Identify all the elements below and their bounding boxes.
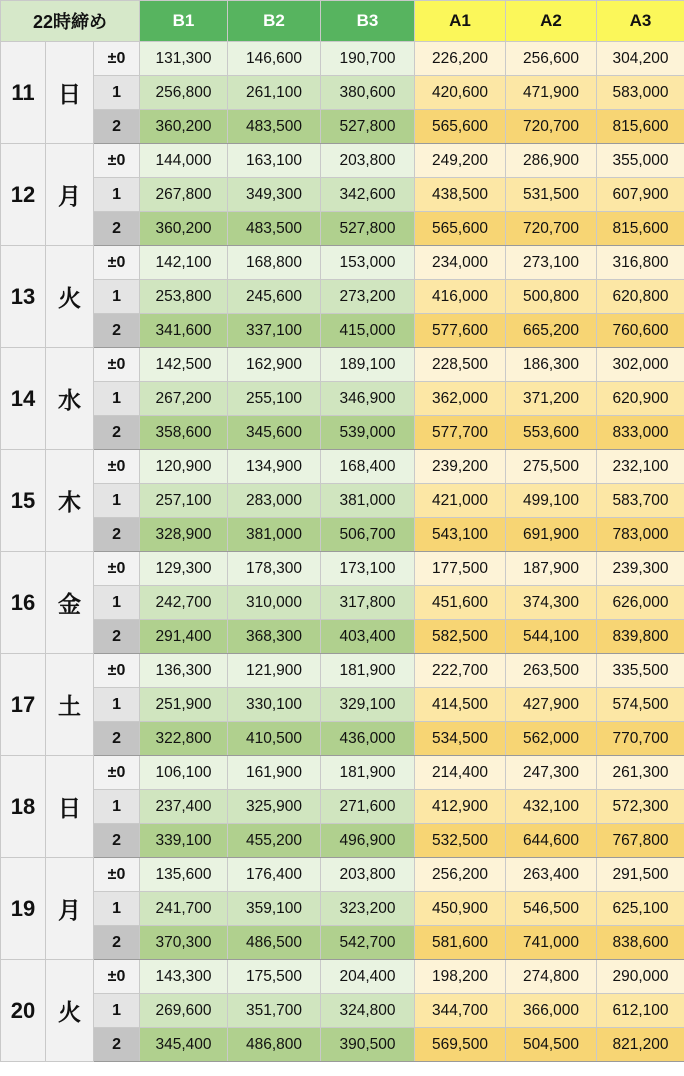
value-cell-b2: 163,100 [228,144,321,178]
value-cell-b1: 251,900 [140,688,228,722]
value-cell-a1: 249,200 [415,144,506,178]
value-cell-b3: 527,800 [321,110,415,144]
value-cell-a1: 421,000 [415,484,506,518]
value-cell-a1: 344,700 [415,994,506,1028]
value-cell-b3: 542,700 [321,926,415,960]
weekday: 日 [46,42,94,144]
table-title: 22時締め [1,1,140,42]
value-cell-a2: 691,900 [506,518,597,552]
value-cell-b1: 358,600 [140,416,228,450]
value-cell-b3: 324,800 [321,994,415,1028]
value-cell-a3: 783,000 [597,518,684,552]
table-row [1,858,684,892]
value-cell-a2: 263,400 [506,858,597,892]
level-label: 2 [94,212,140,246]
value-cell-a3: 833,000 [597,416,684,450]
value-cell-b1: 237,400 [140,790,228,824]
value-cell-b2: 483,500 [228,110,321,144]
table-body [1,42,684,1062]
table-row [1,450,684,484]
value-cell-a1: 256,200 [415,858,506,892]
table-row [1,586,684,620]
column-header-b2: B2 [228,1,321,42]
weekday: 土 [46,654,94,756]
value-cell-a1: 239,200 [415,450,506,484]
value-cell-a3: 815,600 [597,110,684,144]
column-header-a3: A3 [597,1,684,42]
value-cell-b2: 176,400 [228,858,321,892]
weekday: 火 [46,960,94,1062]
value-cell-a2: 366,000 [506,994,597,1028]
value-cell-a3: 304,200 [597,42,684,76]
value-cell-a1: 234,000 [415,246,506,280]
level-label: 2 [94,518,140,552]
value-cell-b3: 390,500 [321,1028,415,1062]
value-cell-a2: 531,500 [506,178,597,212]
value-cell-b1: 339,100 [140,824,228,858]
level-label: 2 [94,722,140,756]
value-cell-a1: 198,200 [415,960,506,994]
level-label: 1 [94,76,140,110]
table-row [1,518,684,552]
value-cell-b2: 486,500 [228,926,321,960]
value-cell-a3: 574,500 [597,688,684,722]
value-cell-a3: 821,200 [597,1028,684,1062]
table-row [1,1028,684,1062]
value-cell-a2: 544,100 [506,620,597,654]
value-cell-a3: 839,800 [597,620,684,654]
value-cell-b1: 106,100 [140,756,228,790]
table-row [1,144,684,178]
value-cell-b1: 328,900 [140,518,228,552]
value-cell-b1: 345,400 [140,1028,228,1062]
value-cell-b2: 381,000 [228,518,321,552]
weekday: 木 [46,450,94,552]
value-cell-b1: 341,600 [140,314,228,348]
value-cell-a3: 335,500 [597,654,684,688]
value-cell-a2: 644,600 [506,824,597,858]
value-cell-a1: 582,500 [415,620,506,654]
value-cell-b2: 368,300 [228,620,321,654]
level-label: 2 [94,416,140,450]
value-cell-a2: 273,100 [506,246,597,280]
level-label: ±0 [94,246,140,280]
level-label: ±0 [94,552,140,586]
value-cell-a2: 562,000 [506,722,597,756]
value-cell-b3: 153,000 [321,246,415,280]
value-cell-a3: 838,600 [597,926,684,960]
value-cell-a3: 239,300 [597,552,684,586]
table-row [1,654,684,688]
value-cell-a1: 565,600 [415,212,506,246]
value-cell-a1: 565,600 [415,110,506,144]
weekday: 月 [46,858,94,960]
value-cell-b1: 269,600 [140,994,228,1028]
value-cell-a3: 583,000 [597,76,684,110]
value-cell-a2: 371,200 [506,382,597,416]
table-row [1,42,684,76]
value-cell-a1: 569,500 [415,1028,506,1062]
value-cell-b3: 204,400 [321,960,415,994]
value-cell-a3: 261,300 [597,756,684,790]
table-row [1,620,684,654]
table-row [1,348,684,382]
header-row [1,1,684,42]
value-cell-a3: 290,000 [597,960,684,994]
value-cell-a3: 767,800 [597,824,684,858]
value-cell-b1: 129,300 [140,552,228,586]
value-cell-b2: 455,200 [228,824,321,858]
value-cell-a3: 583,700 [597,484,684,518]
value-cell-b2: 161,900 [228,756,321,790]
value-cell-b1: 142,500 [140,348,228,382]
value-cell-a2: 263,500 [506,654,597,688]
level-label: 1 [94,382,140,416]
value-cell-a1: 226,200 [415,42,506,76]
value-cell-a3: 291,500 [597,858,684,892]
value-cell-a2: 500,800 [506,280,597,314]
value-cell-b2: 359,100 [228,892,321,926]
level-label: 1 [94,484,140,518]
level-label: ±0 [94,756,140,790]
day-number: 11 [1,42,46,144]
value-cell-a2: 275,500 [506,450,597,484]
value-cell-b1: 144,000 [140,144,228,178]
table-row [1,994,684,1028]
value-cell-b2: 283,000 [228,484,321,518]
table-row [1,756,684,790]
value-cell-a2: 499,100 [506,484,597,518]
value-cell-b3: 273,200 [321,280,415,314]
table-row [1,926,684,960]
level-label: ±0 [94,450,140,484]
weekday: 日 [46,756,94,858]
value-cell-b2: 351,700 [228,994,321,1028]
table-row [1,314,684,348]
value-cell-b1: 256,800 [140,76,228,110]
weekday: 火 [46,246,94,348]
value-cell-b2: 245,600 [228,280,321,314]
value-cell-a1: 451,600 [415,586,506,620]
value-cell-a2: 374,300 [506,586,597,620]
level-label: ±0 [94,858,140,892]
value-cell-a1: 412,900 [415,790,506,824]
value-cell-b2: 486,800 [228,1028,321,1062]
value-cell-b1: 257,100 [140,484,228,518]
level-label: ±0 [94,348,140,382]
level-label: 1 [94,280,140,314]
value-cell-a2: 471,900 [506,76,597,110]
table-row [1,552,684,586]
value-cell-a2: 187,900 [506,552,597,586]
level-label: 2 [94,620,140,654]
value-cell-a2: 247,300 [506,756,597,790]
value-cell-b3: 496,900 [321,824,415,858]
value-cell-b3: 181,900 [321,654,415,688]
value-cell-a2: 286,900 [506,144,597,178]
value-cell-a1: 177,500 [415,552,506,586]
value-cell-b3: 323,200 [321,892,415,926]
value-cell-b3: 181,900 [321,756,415,790]
value-cell-a2: 427,900 [506,688,597,722]
value-cell-b1: 242,700 [140,586,228,620]
value-cell-a1: 532,500 [415,824,506,858]
column-header-a2: A2 [506,1,597,42]
table-row [1,382,684,416]
level-label: 1 [94,586,140,620]
level-label: 2 [94,110,140,144]
value-cell-a3: 607,900 [597,178,684,212]
level-label: ±0 [94,960,140,994]
value-cell-a1: 228,500 [415,348,506,382]
day-number: 16 [1,552,46,654]
value-cell-a1: 362,000 [415,382,506,416]
value-cell-b3: 168,400 [321,450,415,484]
value-cell-b1: 370,300 [140,926,228,960]
level-label: ±0 [94,144,140,178]
value-cell-a1: 577,600 [415,314,506,348]
table-row [1,722,684,756]
value-cell-b2: 134,900 [228,450,321,484]
value-cell-a1: 577,700 [415,416,506,450]
value-cell-a2: 741,000 [506,926,597,960]
value-cell-b1: 267,200 [140,382,228,416]
column-header-a1: A1 [415,1,506,42]
value-cell-b1: 120,900 [140,450,228,484]
value-cell-b3: 527,800 [321,212,415,246]
value-cell-a3: 625,100 [597,892,684,926]
value-cell-a3: 232,100 [597,450,684,484]
level-label: 2 [94,1028,140,1062]
value-cell-b3: 329,100 [321,688,415,722]
value-cell-a1: 450,900 [415,892,506,926]
value-cell-a2: 720,700 [506,110,597,144]
table-row [1,246,684,280]
value-cell-b2: 121,900 [228,654,321,688]
value-cell-b2: 168,800 [228,246,321,280]
value-cell-b3: 539,000 [321,416,415,450]
value-cell-b2: 349,300 [228,178,321,212]
value-cell-b1: 360,200 [140,212,228,246]
value-cell-b1: 241,700 [140,892,228,926]
value-cell-b3: 271,600 [321,790,415,824]
value-cell-b1: 291,400 [140,620,228,654]
value-cell-a3: 770,700 [597,722,684,756]
value-cell-a3: 302,000 [597,348,684,382]
value-cell-b3: 403,400 [321,620,415,654]
value-cell-a1: 420,600 [415,76,506,110]
value-cell-b2: 162,900 [228,348,321,382]
level-label: 1 [94,178,140,212]
day-number: 15 [1,450,46,552]
value-cell-b1: 360,200 [140,110,228,144]
table-row [1,178,684,212]
weekday: 月 [46,144,94,246]
value-cell-b3: 506,700 [321,518,415,552]
value-cell-b2: 483,500 [228,212,321,246]
value-cell-b3: 189,100 [321,348,415,382]
value-cell-b2: 146,600 [228,42,321,76]
level-label: 1 [94,994,140,1028]
table-row [1,960,684,994]
value-cell-b2: 345,600 [228,416,321,450]
level-label: 1 [94,790,140,824]
value-cell-b3: 436,000 [321,722,415,756]
level-label: ±0 [94,654,140,688]
value-cell-a2: 432,100 [506,790,597,824]
value-cell-a3: 620,800 [597,280,684,314]
day-number: 17 [1,654,46,756]
value-cell-b3: 346,900 [321,382,415,416]
value-cell-a1: 438,500 [415,178,506,212]
value-cell-b2: 310,000 [228,586,321,620]
value-cell-a2: 256,600 [506,42,597,76]
value-cell-a3: 355,000 [597,144,684,178]
value-cell-b3: 190,700 [321,42,415,76]
value-cell-a2: 186,300 [506,348,597,382]
value-cell-b2: 261,100 [228,76,321,110]
value-cell-a2: 504,500 [506,1028,597,1062]
value-cell-b1: 136,300 [140,654,228,688]
value-cell-b2: 337,100 [228,314,321,348]
level-label: 2 [94,926,140,960]
table-row [1,416,684,450]
level-label: 2 [94,314,140,348]
value-cell-a2: 720,700 [506,212,597,246]
value-cell-a3: 612,100 [597,994,684,1028]
value-cell-b3: 173,100 [321,552,415,586]
day-number: 19 [1,858,46,960]
value-cell-b1: 142,100 [140,246,228,280]
table-row [1,76,684,110]
value-cell-a2: 546,500 [506,892,597,926]
value-cell-a1: 581,600 [415,926,506,960]
table-row [1,110,684,144]
value-cell-b2: 410,500 [228,722,321,756]
value-cell-a1: 222,700 [415,654,506,688]
value-cell-b1: 135,600 [140,858,228,892]
value-cell-a2: 553,600 [506,416,597,450]
day-number: 14 [1,348,46,450]
value-cell-b2: 325,900 [228,790,321,824]
value-cell-a3: 572,300 [597,790,684,824]
value-cell-a2: 665,200 [506,314,597,348]
value-cell-b3: 317,800 [321,586,415,620]
value-cell-a3: 815,600 [597,212,684,246]
column-header-b1: B1 [140,1,228,42]
table-row [1,688,684,722]
value-cell-b1: 267,800 [140,178,228,212]
table-row [1,824,684,858]
value-cell-a1: 534,500 [415,722,506,756]
value-cell-b2: 175,500 [228,960,321,994]
table-row [1,790,684,824]
value-cell-a1: 416,000 [415,280,506,314]
level-label: 2 [94,824,140,858]
day-number: 20 [1,960,46,1062]
column-header-b3: B3 [321,1,415,42]
value-cell-b1: 131,300 [140,42,228,76]
table-row [1,484,684,518]
value-cell-b3: 203,800 [321,144,415,178]
value-cell-a3: 626,000 [597,586,684,620]
value-cell-a3: 316,800 [597,246,684,280]
value-cell-a3: 620,900 [597,382,684,416]
table-row [1,892,684,926]
weekday: 水 [46,348,94,450]
value-cell-b1: 253,800 [140,280,228,314]
value-cell-a1: 414,500 [415,688,506,722]
day-number: 18 [1,756,46,858]
weekday: 金 [46,552,94,654]
value-cell-b2: 178,300 [228,552,321,586]
value-cell-b3: 342,600 [321,178,415,212]
level-label: 1 [94,892,140,926]
value-cell-b1: 143,300 [140,960,228,994]
value-cell-a1: 543,100 [415,518,506,552]
value-cell-b1: 322,800 [140,722,228,756]
value-cell-b3: 380,600 [321,76,415,110]
value-cell-b2: 330,100 [228,688,321,722]
table-row [1,212,684,246]
value-cell-b3: 415,000 [321,314,415,348]
level-label: 1 [94,688,140,722]
value-cell-a3: 760,600 [597,314,684,348]
value-cell-a2: 274,800 [506,960,597,994]
table-row [1,280,684,314]
value-cell-b3: 381,000 [321,484,415,518]
value-cell-a1: 214,400 [415,756,506,790]
day-number: 12 [1,144,46,246]
value-cell-b3: 203,800 [321,858,415,892]
day-number: 13 [1,246,46,348]
level-label: ±0 [94,42,140,76]
value-cell-b2: 255,100 [228,382,321,416]
